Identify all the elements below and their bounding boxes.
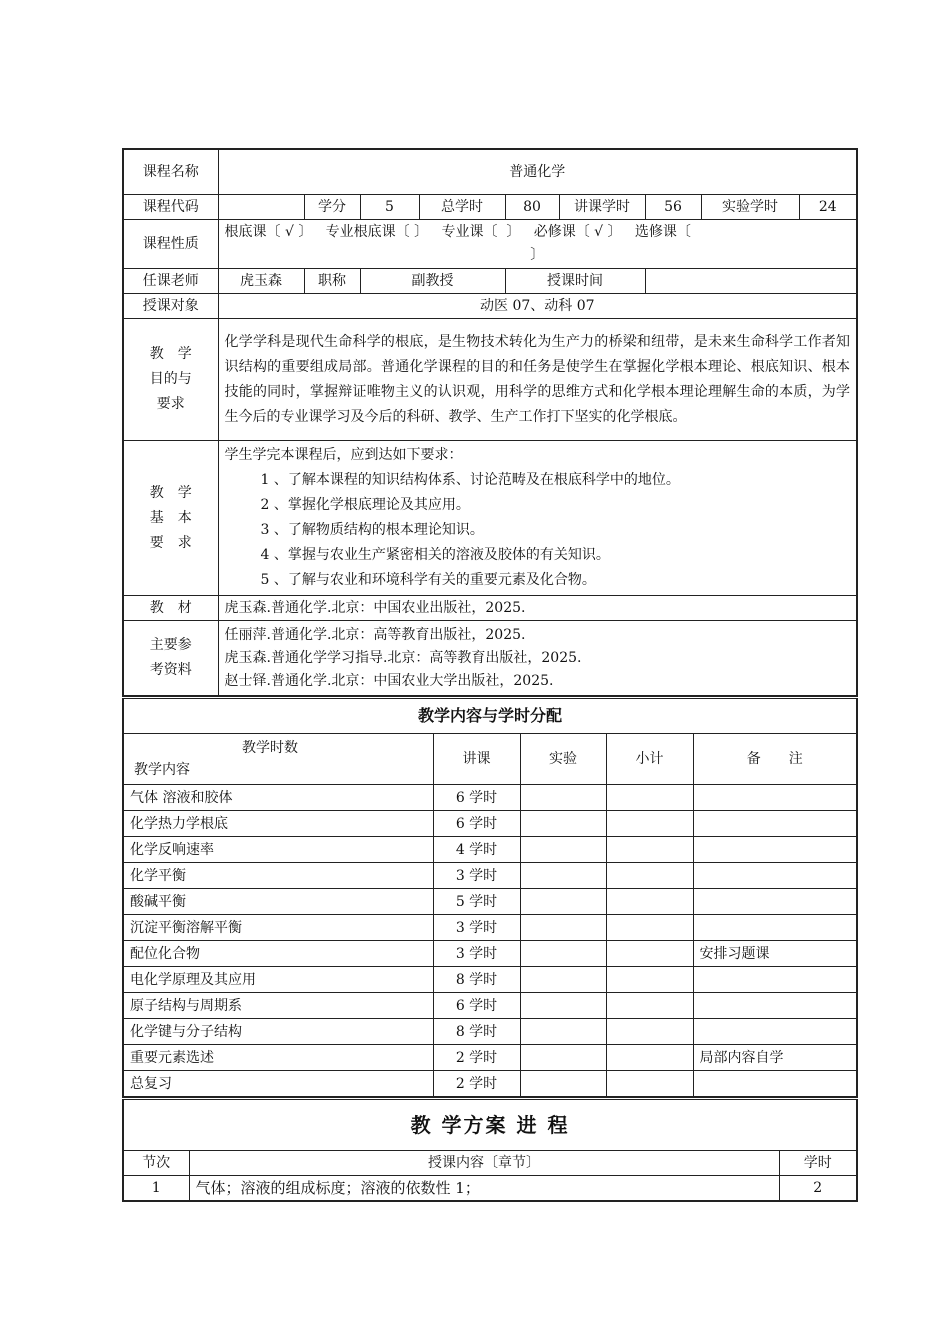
course-code-label: 课程代码 bbox=[123, 195, 218, 220]
row-lab bbox=[520, 941, 606, 967]
course-name-label: 课程名称 bbox=[123, 149, 218, 195]
row-content: 化学反响速率 bbox=[123, 837, 433, 863]
row-note: 局部内容自学 bbox=[693, 1045, 857, 1071]
table-row bbox=[123, 1045, 857, 1071]
total-hours-value: 80 bbox=[505, 195, 559, 220]
row-note bbox=[693, 1071, 857, 1097]
allocation-table bbox=[122, 696, 858, 1097]
row-lecture: 2 学时 bbox=[433, 1045, 520, 1071]
requirement-item-3: 3 、了解物质结构的根本理论知识。 bbox=[260, 522, 484, 538]
row-lecture: 5 学时 bbox=[433, 889, 520, 915]
reference-item-2: 虎玉森.普通化学学习指导.北京：高等教育出版社，2025. bbox=[224, 649, 582, 666]
row-note: 安排习题课 bbox=[693, 941, 857, 967]
references-label-line-1: 主要参 bbox=[149, 637, 192, 653]
row-note bbox=[693, 837, 857, 863]
row-note bbox=[693, 811, 857, 837]
requirement-item-2: 2 、掌握化学根底理论及其应用。 bbox=[260, 497, 470, 513]
row-subtotal bbox=[606, 941, 693, 967]
row-lab bbox=[520, 1045, 606, 1071]
time-value bbox=[645, 269, 857, 294]
lab-hours-label: 实验学时 bbox=[701, 195, 799, 220]
requirements-intro: 学生学完本课程后，应到达如下要求： bbox=[224, 447, 463, 463]
row-subtotal bbox=[606, 967, 693, 993]
table-row bbox=[123, 967, 857, 993]
row-subtotal bbox=[606, 915, 693, 941]
row-lab bbox=[520, 785, 606, 811]
table-row bbox=[123, 811, 857, 837]
teacher-name: 虎玉森 bbox=[218, 269, 304, 294]
row-lecture: 6 学时 bbox=[433, 811, 520, 837]
session-content: 气体；溶液的组成标度；溶液的依数性 1； bbox=[189, 1176, 779, 1202]
reference-item-1: 任丽萍.普通化学.北京：高等教育出版社，2025. bbox=[224, 626, 526, 643]
col-session-hours: 学时 bbox=[779, 1151, 857, 1176]
table-row bbox=[123, 941, 857, 967]
requirements-label-line-2: 基 本 bbox=[149, 509, 192, 526]
row-content: 原子结构与周期系 bbox=[123, 993, 433, 1019]
course-nature-tail: 〕 bbox=[530, 247, 545, 263]
row-content: 化学平衡 bbox=[123, 863, 433, 889]
row-lab bbox=[520, 863, 606, 889]
row-note bbox=[693, 993, 857, 1019]
title-label: 职称 bbox=[304, 269, 360, 294]
references-list bbox=[218, 621, 857, 696]
allocation-header-diagonal bbox=[123, 734, 433, 785]
table-row bbox=[123, 1071, 857, 1097]
row-note bbox=[693, 1019, 857, 1045]
header-content-label: 教学内容 bbox=[134, 762, 190, 778]
textbook-text: 虎玉森.普通化学.北京：中国农业出版社，2025. bbox=[218, 596, 857, 621]
table-row bbox=[123, 915, 857, 941]
session-hours: 2 bbox=[779, 1176, 857, 1202]
row-lab bbox=[520, 889, 606, 915]
target-value: 动医 07、动科 07 bbox=[218, 294, 857, 319]
row-lab bbox=[520, 837, 606, 863]
row-lab bbox=[520, 967, 606, 993]
plan-title: 教 学方案 进 程 bbox=[123, 1099, 857, 1151]
table-row bbox=[123, 837, 857, 863]
row-lab bbox=[520, 811, 606, 837]
row-lab bbox=[520, 1019, 606, 1045]
row-lecture: 2 学时 bbox=[433, 1071, 520, 1097]
credit-label: 学分 bbox=[304, 195, 360, 220]
row-content: 化学键与分子结构 bbox=[123, 1019, 433, 1045]
goals-label-line-1: 教 学 bbox=[149, 346, 192, 362]
row-content: 气体 溶液和胶体 bbox=[123, 785, 433, 811]
row-content: 酸碱平衡 bbox=[123, 889, 433, 915]
col-session-content: 授课内容〔章节〕 bbox=[189, 1151, 779, 1176]
course-nature bbox=[218, 220, 857, 269]
title-value: 副教授 bbox=[360, 269, 505, 294]
row-lecture: 3 学时 bbox=[433, 941, 520, 967]
row-note bbox=[693, 915, 857, 941]
table-row bbox=[123, 889, 857, 915]
row-subtotal bbox=[606, 889, 693, 915]
course-name: 普通化学 bbox=[218, 149, 857, 195]
table-row bbox=[123, 993, 857, 1019]
header-hours-label: 教学时数 bbox=[242, 740, 298, 756]
requirements-text bbox=[218, 441, 857, 596]
target-label: 授课对象 bbox=[123, 294, 218, 319]
requirements-label bbox=[123, 441, 218, 596]
row-note bbox=[693, 967, 857, 993]
table-row bbox=[123, 785, 857, 811]
row-subtotal bbox=[606, 785, 693, 811]
row-lecture: 6 学时 bbox=[433, 993, 520, 1019]
row-subtotal bbox=[606, 837, 693, 863]
total-hours-label: 总学时 bbox=[419, 195, 505, 220]
course-code bbox=[218, 195, 304, 220]
row-lecture: 8 学时 bbox=[433, 967, 520, 993]
row-lab bbox=[520, 915, 606, 941]
course-nature-label: 课程性质 bbox=[123, 220, 218, 269]
requirement-item-4: 4 、掌握与农业生产紧密相关的溶液及胶体的有关知识。 bbox=[260, 547, 610, 563]
col-subtotal: 小计 bbox=[606, 734, 693, 785]
col-note: 备 注 bbox=[693, 734, 857, 785]
time-label: 授课时间 bbox=[505, 269, 645, 294]
lecture-hours-label: 讲课学时 bbox=[559, 195, 645, 220]
plan-table bbox=[122, 1097, 858, 1202]
row-lecture: 8 学时 bbox=[433, 1019, 520, 1045]
requirement-item-1: 1 、了解本课程的知识结构体系、讨论范畴及在根底科学中的地位。 bbox=[260, 472, 680, 488]
goals-label-line-3: 要求 bbox=[156, 396, 185, 412]
row-content: 电化学原理及其应用 bbox=[123, 967, 433, 993]
col-lab: 实验 bbox=[520, 734, 606, 785]
row-subtotal bbox=[606, 993, 693, 1019]
allocation-title: 教学内容与学时分配 bbox=[123, 698, 857, 734]
credit-value: 5 bbox=[360, 195, 419, 220]
references-label bbox=[123, 621, 218, 696]
row-content: 重要元素选述 bbox=[123, 1045, 433, 1071]
session-no: 1 bbox=[123, 1176, 189, 1202]
row-subtotal bbox=[606, 1019, 693, 1045]
row-lecture: 3 学时 bbox=[433, 915, 520, 941]
teacher-label: 任课老师 bbox=[123, 269, 218, 294]
requirements-label-line-1: 教 学 bbox=[149, 484, 192, 501]
row-note bbox=[693, 863, 857, 889]
goals-text: 化学学科是现代生命科学的根底，是生物技术转化为生产力的桥梁和纽带，是未来生命科学工作者知识结构的重要组成局部。普通化学课程的目的和任务是使学生在掌握化学根本理论、根底知识、根本技能的同时，掌握辩证唯物主义的认识观，用科学的思维方式和化学根本理论理解生命的本质，为学生今后的专业课学习及今后的科研、教学、生产工作打下坚实的化学根底。 bbox=[218, 319, 857, 441]
textbook-label: 教 材 bbox=[123, 596, 218, 621]
course-info-table bbox=[122, 148, 858, 696]
references-label-line-2: 考资料 bbox=[149, 662, 192, 678]
row-content: 总复习 bbox=[123, 1071, 433, 1097]
row-lab bbox=[520, 993, 606, 1019]
row-lecture: 3 学时 bbox=[433, 863, 520, 889]
course-syllabus bbox=[122, 148, 856, 1202]
table-row bbox=[123, 1176, 857, 1202]
reference-item-3: 赵士铎.普通化学.北京：中国农业大学出版社，2025. bbox=[224, 672, 554, 689]
requirement-item-5: 5 、了解与农业和环境科学有关的重要元素及化合物。 bbox=[260, 572, 596, 588]
row-note bbox=[693, 785, 857, 811]
row-lecture: 4 学时 bbox=[433, 837, 520, 863]
row-note bbox=[693, 889, 857, 915]
row-lab bbox=[520, 1071, 606, 1097]
row-subtotal bbox=[606, 863, 693, 889]
table-row bbox=[123, 1019, 857, 1045]
table-row bbox=[123, 863, 857, 889]
row-subtotal bbox=[606, 1045, 693, 1071]
row-content: 化学热力学根底 bbox=[123, 811, 433, 837]
row-content: 沉淀平衡溶解平衡 bbox=[123, 915, 433, 941]
row-content: 配位化合物 bbox=[123, 941, 433, 967]
col-lecture: 讲课 bbox=[433, 734, 520, 785]
course-nature-text: 根底课〔 √ 〕 专业根底课〔 〕 专业课〔 〕 必修课〔 √ 〕 选修课〔 bbox=[224, 224, 691, 240]
requirements-label-line-3: 要 求 bbox=[149, 534, 192, 551]
goals-label bbox=[123, 319, 218, 441]
lecture-hours-value: 56 bbox=[645, 195, 701, 220]
row-lecture: 6 学时 bbox=[433, 785, 520, 811]
lab-hours-value: 24 bbox=[799, 195, 857, 220]
row-subtotal bbox=[606, 811, 693, 837]
col-session-no: 节次 bbox=[123, 1151, 189, 1176]
row-subtotal bbox=[606, 1071, 693, 1097]
goals-label-line-2: 目的与 bbox=[149, 371, 192, 387]
